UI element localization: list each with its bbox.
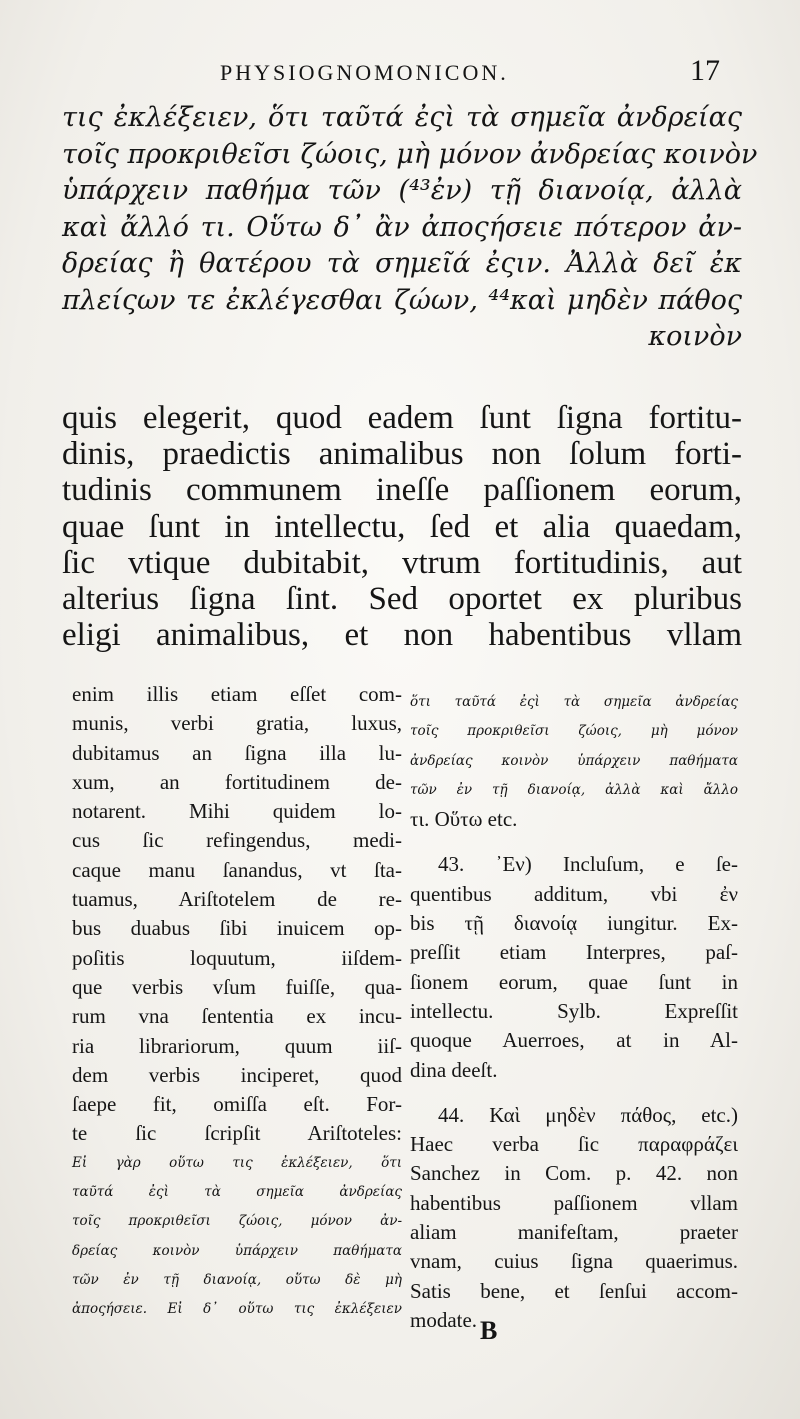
note-spacer (410, 834, 738, 850)
greek-line: καὶ ἄλλό τι. Οὕτω δ᾽ ἂν ἀποςήσειε πότερον ἀν- (62, 211, 742, 243)
note-43-line: 43. ᾽Εν) Incluſum, e ſe- (438, 852, 738, 877)
signature-mark: B (480, 1316, 498, 1345)
greek-line: πλείςων τε ἐκλέγεσθαι ζώων, ⁴⁴καὶ μηδὲν πάθος (62, 284, 742, 316)
note-43-line: quoque Auerroes, at in Al- (410, 1028, 738, 1053)
page-number: 17 (690, 54, 720, 87)
note-line: cus ſic refingendus, medi- (72, 828, 402, 853)
note-line: dubitamus an ſigna illa lu- (72, 740, 402, 765)
greek-line: τις ἐκλέξειεν, ὅτι ταῦτά ἐςὶ τὰ σημεῖα ἀνδρείας (62, 102, 742, 133)
latin-line: eligi animalibus, et non habentibus vllam (62, 617, 742, 654)
note-43-line: preſſit etiam Interpres, paſ- (410, 940, 738, 965)
note-greek-line: τοῖς προκριθεῖσι ζώοις, μὴ μόνον (410, 723, 738, 740)
note-greek-line: τῶν ἐν τῇ διανοίᾳ, οὕτω δὲ μὴ (72, 1271, 402, 1288)
note-line: ſaepe fit, omiſſa eſt. For- (72, 1092, 402, 1117)
note-line: xum, an fortitudinem de- (72, 769, 402, 794)
greek-line: δρείας ἢ θατέρου τὰ σημεῖά ἐςιν. Ἀλλὰ δεῖ ἐκ (62, 248, 742, 279)
greek-line: τοῖς προκριθεῖσι ζώοις, μὴ μόνον ἀνδρείας κοινὸν (62, 138, 758, 170)
note-44-line: vnam, cuius ſigna quaerimus. (410, 1249, 738, 1274)
note-line: dem verbis inciperet, quod (72, 1062, 402, 1087)
note-line: munis, verbi gratia, luxus, (72, 711, 402, 736)
latin-line: quae ſunt in intellectu, ſed et alia quaedam, (62, 508, 742, 545)
note-line: bus duabus ſibi inuicem op- (72, 916, 402, 941)
greek-text-block (62, 100, 758, 356)
note-44-line: 44. Καὶ μηδὲν πάθος, etc.) (438, 1102, 738, 1127)
note-greek-line: ταῦτά ἐςὶ τὰ σημεῖα ἀνδρείας (72, 1184, 402, 1201)
note-44-line: aliam manifeſtam, praeter (410, 1220, 738, 1245)
notes-left-column (72, 680, 402, 1325)
running-title: PHYSIOGNOMONICON. (220, 60, 509, 85)
note-greek-line: ἀνδρείας κοινὸν ὑπάρχειν παθήματα (410, 752, 738, 769)
note-44-line: modate. (410, 1307, 478, 1332)
note-line: notarent. Mihi quidem lo- (72, 799, 402, 824)
note-line: que verbis vſum fuiſſe, qua- (72, 974, 402, 999)
note-line: rum vna ſententia ex incu- (72, 1004, 402, 1029)
note-line: tuamus, Ariſtotelem de re- (72, 887, 402, 912)
note-44-line: Haec verba ſic παραφράζει (410, 1132, 738, 1157)
note-line: caque manu ſanandus, vt ſta- (72, 857, 402, 882)
note-43-line: intellectu. Sylb. Expreſſit (410, 998, 738, 1023)
greek-line: ὑπάρχειν παθήμα τῶν (⁴³ἐν) τῇ διανοίᾳ, ἀλλὰ (62, 175, 742, 206)
greek-catchword: κοινὸν (648, 321, 742, 352)
latin-line: dinis, praedictis animalibus non ſolum forti- (62, 436, 742, 473)
note-line: τι. Οὕτω etc. (410, 807, 518, 832)
note-43-line: ſionem eorum, quae ſunt in (410, 969, 738, 994)
note-greek-line: τοῖς προκριθεῖσι ζώοις, μόνον ἀν- (72, 1213, 402, 1230)
latin-line: tudinis communem ineſſe paſſionem eorum, (62, 472, 742, 509)
note-43-line: dina deeſt. (410, 1057, 498, 1082)
note-greek-line: ἀποςήσειε. Εἰ δ᾽ οὕτω τις ἐκλέξειεν (72, 1301, 402, 1318)
note-greek-line: ὅτι ταῦτά ἐςὶ τὰ σημεῖα ἀνδρείας (410, 694, 738, 710)
page-header (60, 52, 720, 92)
note-greek-line: τῶν ἐν τῇ διανοίᾳ, ἀλλὰ καὶ ἄλλο (410, 781, 738, 798)
note-43-line: quentibus additum, vbi ἐν (410, 881, 738, 906)
note-greek-line: Εἰ γὰρ οὕτω τις ἐκλέξειεν, ὅτι (72, 1154, 402, 1171)
latin-line: ſic vtique dubitabit, vtrum fortitudinis, aut (62, 544, 742, 581)
note-line: enim illis etiam eſſet com- (72, 682, 402, 706)
note-line: ria librariorum, quum iiſ- (72, 1033, 402, 1058)
latin-line: quis elegerit, quod eadem ſunt ſigna fortitu- (62, 400, 742, 436)
note-44-line: habentibus paſſionem vllam (410, 1190, 738, 1215)
note-line: te ſic ſcripſit Ariſtoteles: (72, 1121, 402, 1146)
latin-translation-block (62, 400, 742, 653)
latin-line: alterius ſigna ſint. Sed oportet ex pluribus (62, 581, 742, 618)
note-greek-line: δρείας κοινὸν ὑπάρχειν παθήματα (72, 1242, 402, 1259)
note-44-line: Satis bene, et ſenſui accom- (410, 1278, 738, 1303)
notes-right-column (410, 688, 738, 1335)
note-44-line: Sanchez in Com. p. 42. non (410, 1161, 738, 1186)
note-spacer (410, 1085, 738, 1101)
note-line: poſitis loquutum, iiſdem- (72, 945, 402, 970)
note-43-line: bis τῇ διανοίᾳ iungitur. Ex- (410, 911, 738, 936)
